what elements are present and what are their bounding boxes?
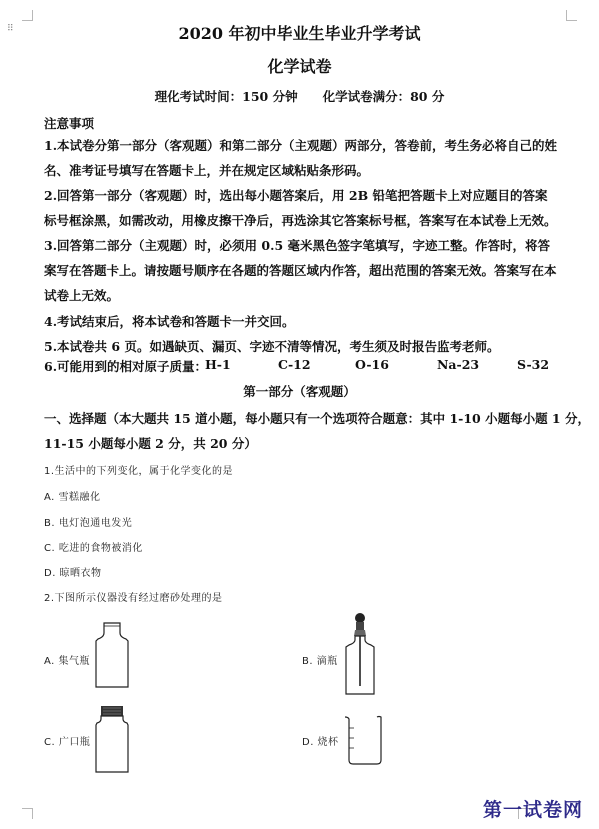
exam-info: 理化考试时间：150 分钟 化学试卷满分：80 分: [154, 89, 445, 104]
question-2-option-d: D. 烧杯: [302, 737, 339, 748]
part-one-title: 第一部分（客观题）: [243, 384, 356, 399]
atomic-mass-na: Na-23: [437, 357, 480, 372]
question-2-option-a: A. 集气瓶: [44, 656, 91, 667]
atomic-mass-label: 6.可能用到的相对原子质量：: [44, 359, 208, 374]
subject-title: 化学试卷: [267, 57, 332, 76]
question-1-option-d: D. 晾晒衣物: [44, 568, 102, 579]
note-item-5: 5.本试卷共 6 页。如遇缺页、漏页、字迹不清等情况，考生须及时报告监考老师。: [44, 339, 500, 354]
crop-mark-top-right: [566, 10, 577, 21]
note-item-4: 4.考试结束后，将本试卷和答题卡一并交回。: [44, 314, 295, 329]
section-heading-line-2: 11-15 小题每小题 2 分，共 20 分）: [44, 436, 257, 451]
gas-collecting-bottle-icon: [93, 621, 131, 689]
question-1-option-a: A. 雪糕融化: [44, 492, 101, 503]
question-2-stem: 2.下图所示仪器没有经过磨砂处理的是: [44, 593, 223, 604]
beaker-icon: [343, 714, 387, 766]
notes-heading: 注意事项: [44, 116, 95, 131]
section-heading-line-1: 一、选择题（本大题共 15 道小题，每小题只有一个选项符合题意：其中 1-10 小题每小题 1 分，: [44, 411, 590, 426]
atomic-mass-s: S-32: [517, 357, 550, 372]
atomic-mass-c: C-12: [278, 357, 311, 372]
question-1-option-c: C. 吃进的食物被消化: [44, 543, 143, 554]
question-2-option-b: B. 滴瓶: [302, 656, 338, 667]
atomic-mass-line: [44, 357, 564, 377]
site-watermark: 第一试卷网: [482, 799, 583, 821]
question-1-stem: 1.生活中的下列变化，属于化学变化的是: [44, 466, 234, 477]
drag-handle-icon[interactable]: ⠿: [7, 24, 15, 34]
crop-mark-top-left: [22, 10, 33, 21]
exam-title: 2020 年初中毕业生毕业升学考试: [178, 24, 421, 43]
crop-mark-bottom-left: [22, 808, 33, 819]
note-item-3: 3.回答第二部分（主观题）时，必须用 0.5 毫米黑色签字笔填写，字迹工整。作答时，将答案写在答题卡上。请按题号顺序在各题的答题区域内作答，超出范围的答案无效。答案写在本试卷上无效。: [44, 238, 557, 303]
question-1-option-b: B. 电灯泡通电发光: [44, 518, 133, 529]
question-2-option-c: C. 广口瓶: [44, 737, 91, 748]
note-item-1: 1.本试卷分第一部分（客观题）和第二部分（主观题）两部分，答卷前，考生务必将自己的姓名、准考证号填写在答题卡上，并在规定区域粘贴条形码。: [44, 138, 558, 178]
wide-mouth-bottle-icon: [93, 704, 131, 774]
atomic-mass-h: H-1: [205, 357, 231, 372]
note-item-2: 2.回答第一部分（客观题）时，选出每小题答案后，用 2B 铅笔把答题卡上对应题目的答案标号框涂黑，如需改动，用橡皮擦干净后，再选涂其它答案标号框，答案写在本试卷上无效。: [44, 188, 557, 228]
atomic-mass-o: O-16: [355, 357, 389, 372]
dropper-bottle-icon: [343, 612, 377, 696]
